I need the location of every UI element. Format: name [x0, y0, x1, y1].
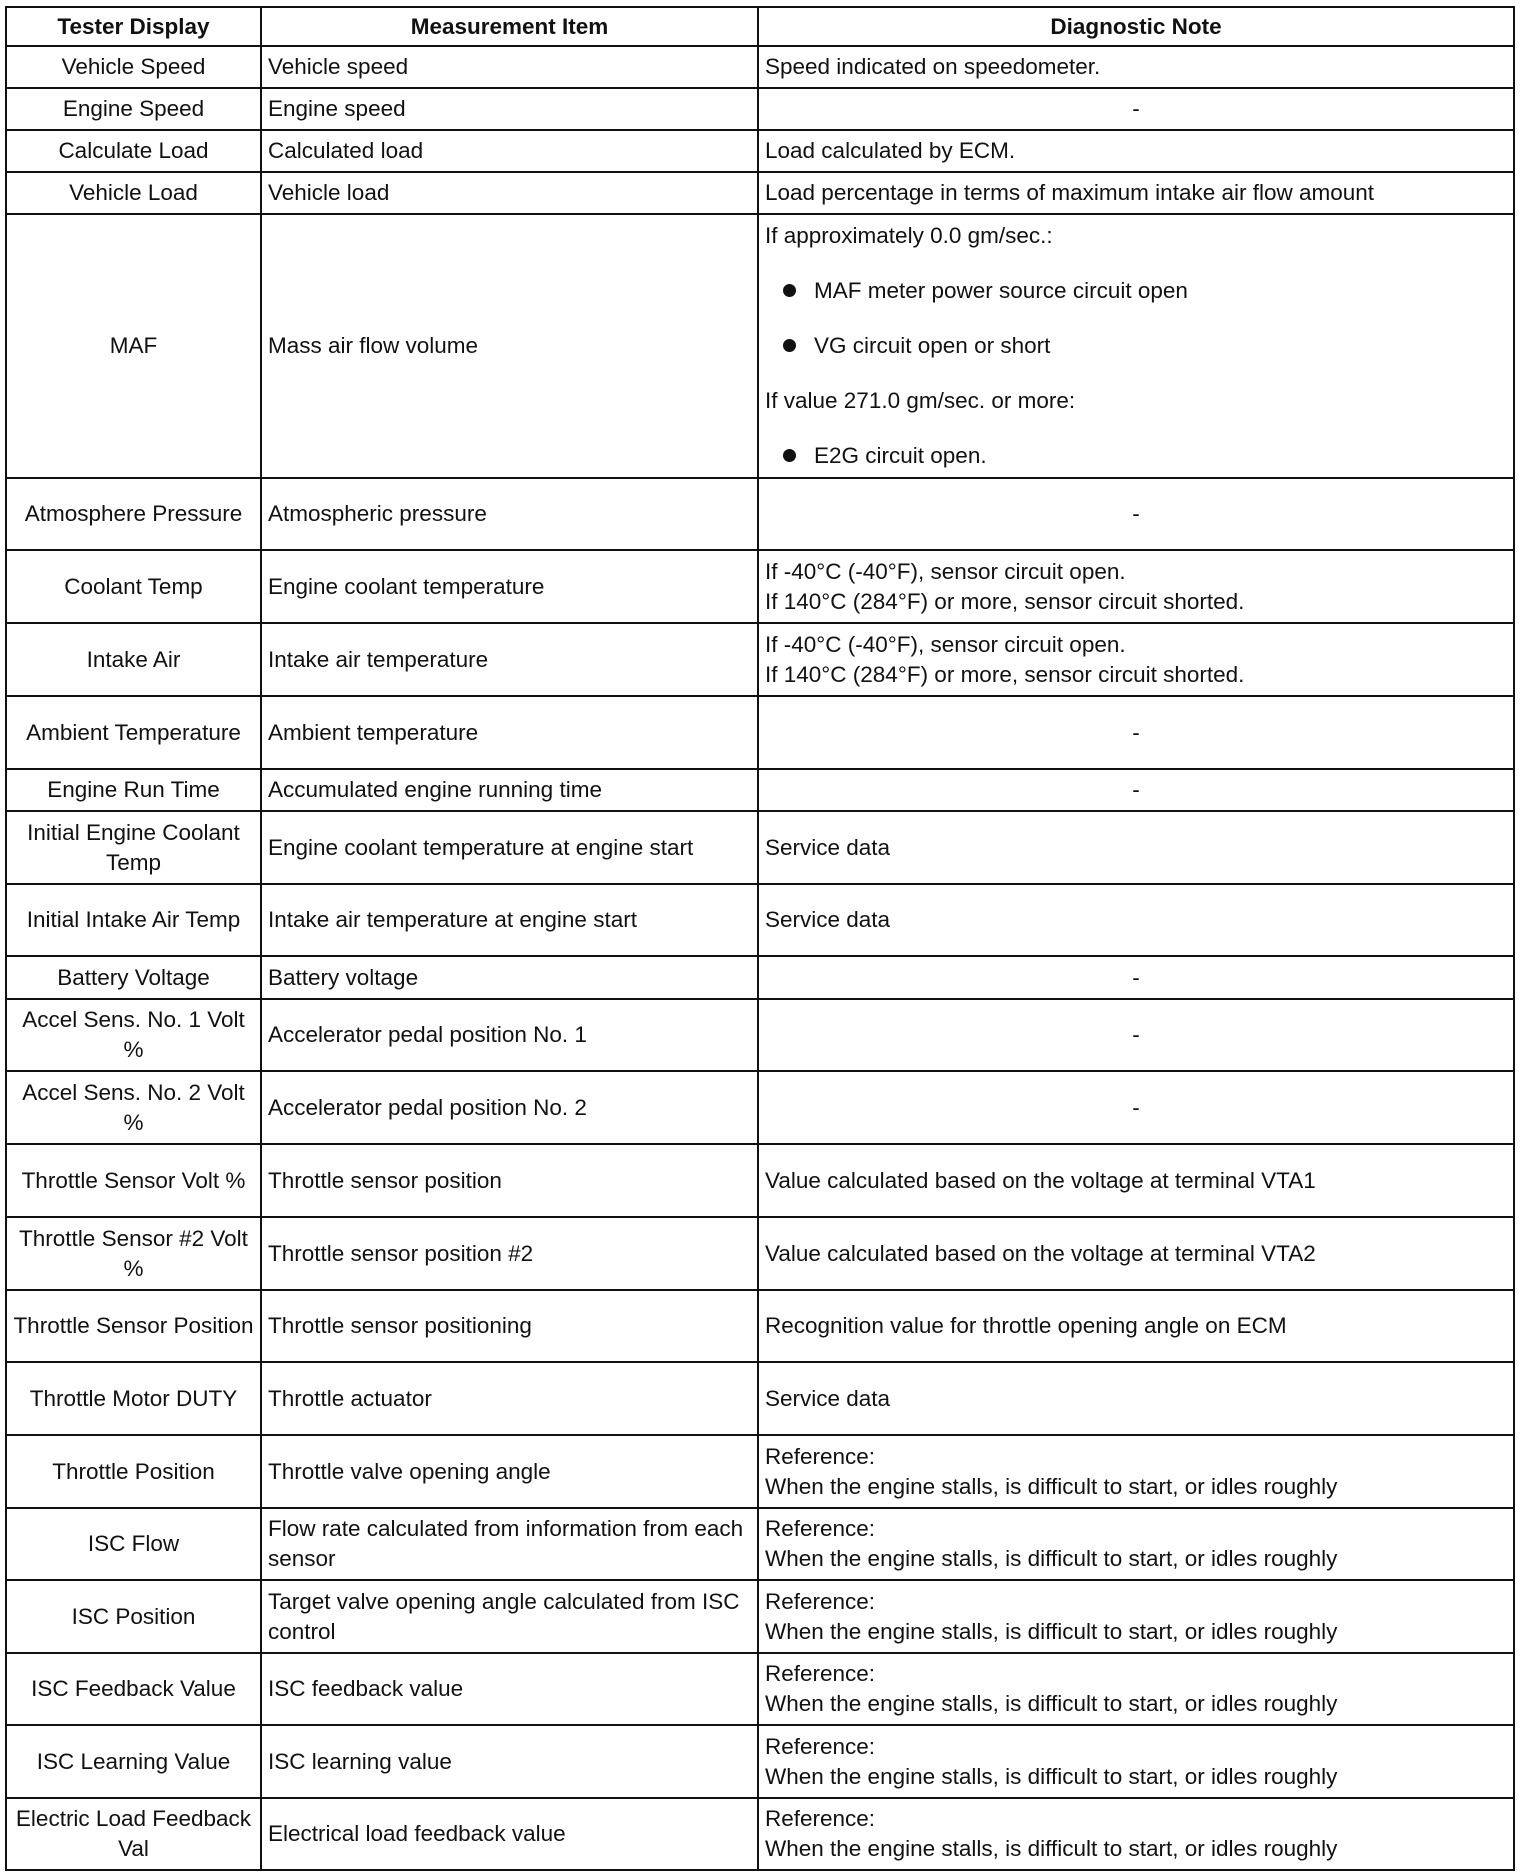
note-line: If value 271.0 gm/sec. or more:	[765, 388, 1076, 413]
note-line: When the engine stalls, is difficult to start, or idles roughly	[765, 1691, 1338, 1716]
measurement-item-cell: Accelerator pedal position No. 1	[261, 999, 758, 1071]
diagnostic-note-cell: Speed indicated on speedometer.	[758, 46, 1514, 88]
table-row	[6, 769, 1514, 811]
diagnostic-note-cell: -	[758, 88, 1514, 130]
diagnostic-note-cell	[758, 1725, 1514, 1798]
tester-display-cell: Accel Sens. No. 2 Volt %	[6, 1071, 261, 1144]
header-tester-display: Tester Display	[6, 7, 261, 46]
note-line: If 140°C (284°F) or more, sensor circuit shorted.	[765, 661, 1245, 687]
tester-display-cell: Vehicle Speed	[6, 46, 261, 88]
measurement-item-cell: Battery voltage	[261, 956, 758, 999]
measurement-item-cell: Electrical load feedback value	[261, 1798, 758, 1870]
diagnostic-note-cell: -	[758, 478, 1514, 550]
table-row	[6, 214, 1514, 478]
diagnostic-note-cell: Load percentage in terms of maximum intake air flow amount	[758, 172, 1514, 214]
measurement-item-cell: Vehicle load	[261, 172, 758, 214]
table-row	[6, 1071, 1514, 1144]
diagnostic-note-cell: -	[758, 1071, 1514, 1144]
table-row	[6, 696, 1514, 769]
tester-display-cell: Throttle Sensor Volt %	[6, 1144, 261, 1217]
bullet-text: E2G circuit open.	[814, 443, 987, 468]
measurement-item-cell: Intake air temperature at engine start	[261, 884, 758, 956]
table-row	[6, 1435, 1514, 1508]
measurement-item-cell: Accelerator pedal position No. 2	[261, 1071, 758, 1144]
table-header-row	[6, 7, 1514, 46]
note-line: If -40°C (-40°F), sensor circuit open.	[765, 631, 1126, 657]
table-row	[6, 130, 1514, 172]
diagnostic-note-cell	[758, 1580, 1514, 1653]
diagnostic-note-cell: Recognition value for throttle opening angle on ECM	[758, 1290, 1514, 1362]
note-line: When the engine stalls, is difficult to start, or idles roughly	[765, 1618, 1338, 1644]
diagnostic-note-cell: -	[758, 696, 1514, 769]
diagnostic-note-cell: Service data	[758, 1362, 1514, 1435]
diagnostic-note-cell: -	[758, 956, 1514, 999]
tester-display-cell: Coolant Temp	[6, 550, 261, 623]
measurement-item-cell: Engine coolant temperature	[261, 550, 758, 623]
tester-display-cell: Initial Engine Coolant Temp	[6, 811, 261, 884]
measurement-item-cell: Ambient temperature	[261, 696, 758, 769]
bullet-item	[765, 331, 1507, 361]
measurement-item-cell: ISC feedback value	[261, 1653, 758, 1725]
tester-display-cell: Engine Run Time	[6, 769, 261, 811]
table-row	[6, 1798, 1514, 1870]
table-row	[6, 88, 1514, 130]
measurement-item-cell: Target valve opening angle calculated from ISC control	[261, 1580, 758, 1653]
note-line: Reference:	[765, 1733, 876, 1759]
table-row	[6, 1508, 1514, 1580]
note-line: Reference:	[765, 1661, 876, 1686]
bullet-icon	[783, 449, 796, 462]
diagnostic-note-cell: Value calculated based on the voltage at terminal VTA2	[758, 1217, 1514, 1290]
tester-display-cell: ISC Position	[6, 1580, 261, 1653]
bullet-icon	[783, 284, 796, 297]
table-row	[6, 478, 1514, 550]
tester-display-cell: Ambient Temperature	[6, 696, 261, 769]
tester-display-cell: MAF	[6, 214, 261, 478]
table-row	[6, 1725, 1514, 1798]
diagnostic-note-cell	[758, 1508, 1514, 1580]
note-line: If -40°C (-40°F), sensor circuit open.	[765, 558, 1126, 584]
bullet-item	[765, 441, 1507, 471]
table-row	[6, 1144, 1514, 1217]
bullet-icon	[783, 339, 796, 352]
note-line: If 140°C (284°F) or more, sensor circuit shorted.	[765, 588, 1245, 614]
table-row	[6, 1217, 1514, 1290]
tester-display-cell: Throttle Sensor #2 Volt %	[6, 1217, 261, 1290]
bullet-text: MAF meter power source circuit open	[814, 278, 1188, 303]
measurement-item-cell: Flow rate calculated from information from each sensor	[261, 1508, 758, 1580]
tester-display-cell: Throttle Position	[6, 1435, 261, 1508]
tester-display-cell: Atmosphere Pressure	[6, 478, 261, 550]
tester-display-cell: Accel Sens. No. 1 Volt %	[6, 999, 261, 1071]
table-row	[6, 999, 1514, 1071]
note-line: When the engine stalls, is difficult to start, or idles roughly	[765, 1546, 1338, 1571]
bullet-item	[765, 276, 1507, 306]
tester-display-cell: ISC Feedback Value	[6, 1653, 261, 1725]
tester-display-cell: Electric Load Feedback Val	[6, 1798, 261, 1870]
note-line: If approximately 0.0 gm/sec.:	[765, 223, 1053, 248]
table-row	[6, 1653, 1514, 1725]
diagnostic-note-cell: Service data	[758, 884, 1514, 956]
note-line: Reference:	[765, 1588, 876, 1614]
measurement-item-cell: Throttle sensor positioning	[261, 1290, 758, 1362]
measurement-item-cell: Throttle sensor position #2	[261, 1217, 758, 1290]
measurement-item-cell: Calculated load	[261, 130, 758, 172]
measurement-item-cell: Vehicle speed	[261, 46, 758, 88]
table-row	[6, 1362, 1514, 1435]
note-line: Reference:	[765, 1443, 876, 1469]
measurement-item-cell: Atmospheric pressure	[261, 478, 758, 550]
diagnostic-note-cell: -	[758, 769, 1514, 811]
diagnostic-note-cell: Load calculated by ECM.	[758, 130, 1514, 172]
measurement-item-cell: Throttle sensor position	[261, 1144, 758, 1217]
tester-display-cell: Initial Intake Air Temp	[6, 884, 261, 956]
header-measurement-item: Measurement Item	[261, 7, 758, 46]
note-line: When the engine stalls, is difficult to start, or idles roughly	[765, 1473, 1338, 1499]
measurement-item-cell: Mass air flow volume	[261, 214, 758, 478]
measurement-item-cell: Throttle actuator	[261, 1362, 758, 1435]
data-list-table	[5, 6, 1515, 1871]
diagnostic-note-cell: -	[758, 999, 1514, 1071]
note-line: When the engine stalls, is difficult to start, or idles roughly	[765, 1763, 1338, 1789]
table-row	[6, 811, 1514, 884]
note-line: Reference:	[765, 1516, 876, 1541]
measurement-item-cell: Engine coolant temperature at engine start	[261, 811, 758, 884]
table-row	[6, 1290, 1514, 1362]
tester-display-cell: Throttle Motor DUTY	[6, 1362, 261, 1435]
tester-display-cell: Throttle Sensor Position	[6, 1290, 261, 1362]
tester-display-cell: ISC Learning Value	[6, 1725, 261, 1798]
table-row	[6, 884, 1514, 956]
table-row	[6, 623, 1514, 696]
diagnostic-note-cell	[758, 1435, 1514, 1508]
measurement-item-cell: Accumulated engine running time	[261, 769, 758, 811]
diagnostic-note-cell	[758, 623, 1514, 696]
tester-display-cell: Engine Speed	[6, 88, 261, 130]
measurement-item-cell: Intake air temperature	[261, 623, 758, 696]
tester-display-cell: Calculate Load	[6, 130, 261, 172]
note-line: When the engine stalls, is difficult to start, or idles roughly	[765, 1836, 1338, 1861]
table-row	[6, 46, 1514, 88]
diagnostic-note-cell	[758, 214, 1514, 478]
bullet-text: VG circuit open or short	[814, 333, 1051, 358]
measurement-item-cell: Engine speed	[261, 88, 758, 130]
diagnostic-note-cell: Value calculated based on the voltage at terminal VTA1	[758, 1144, 1514, 1217]
diagnostic-note-cell	[758, 550, 1514, 623]
measurement-item-cell: Throttle valve opening angle	[261, 1435, 758, 1508]
diagnostic-note-cell: Service data	[758, 811, 1514, 884]
tester-display-cell: Intake Air	[6, 623, 261, 696]
tester-display-cell: Vehicle Load	[6, 172, 261, 214]
header-diagnostic-note: Diagnostic Note	[758, 7, 1514, 46]
tester-display-cell: ISC Flow	[6, 1508, 261, 1580]
table-row	[6, 550, 1514, 623]
diagnostic-note-cell	[758, 1798, 1514, 1870]
measurement-item-cell: ISC learning value	[261, 1725, 758, 1798]
note-line: Reference:	[765, 1806, 876, 1831]
tester-display-cell: Battery Voltage	[6, 956, 261, 999]
diagnostic-note-cell	[758, 1653, 1514, 1725]
table-row	[6, 1580, 1514, 1653]
table-row	[6, 172, 1514, 214]
table-row	[6, 956, 1514, 999]
